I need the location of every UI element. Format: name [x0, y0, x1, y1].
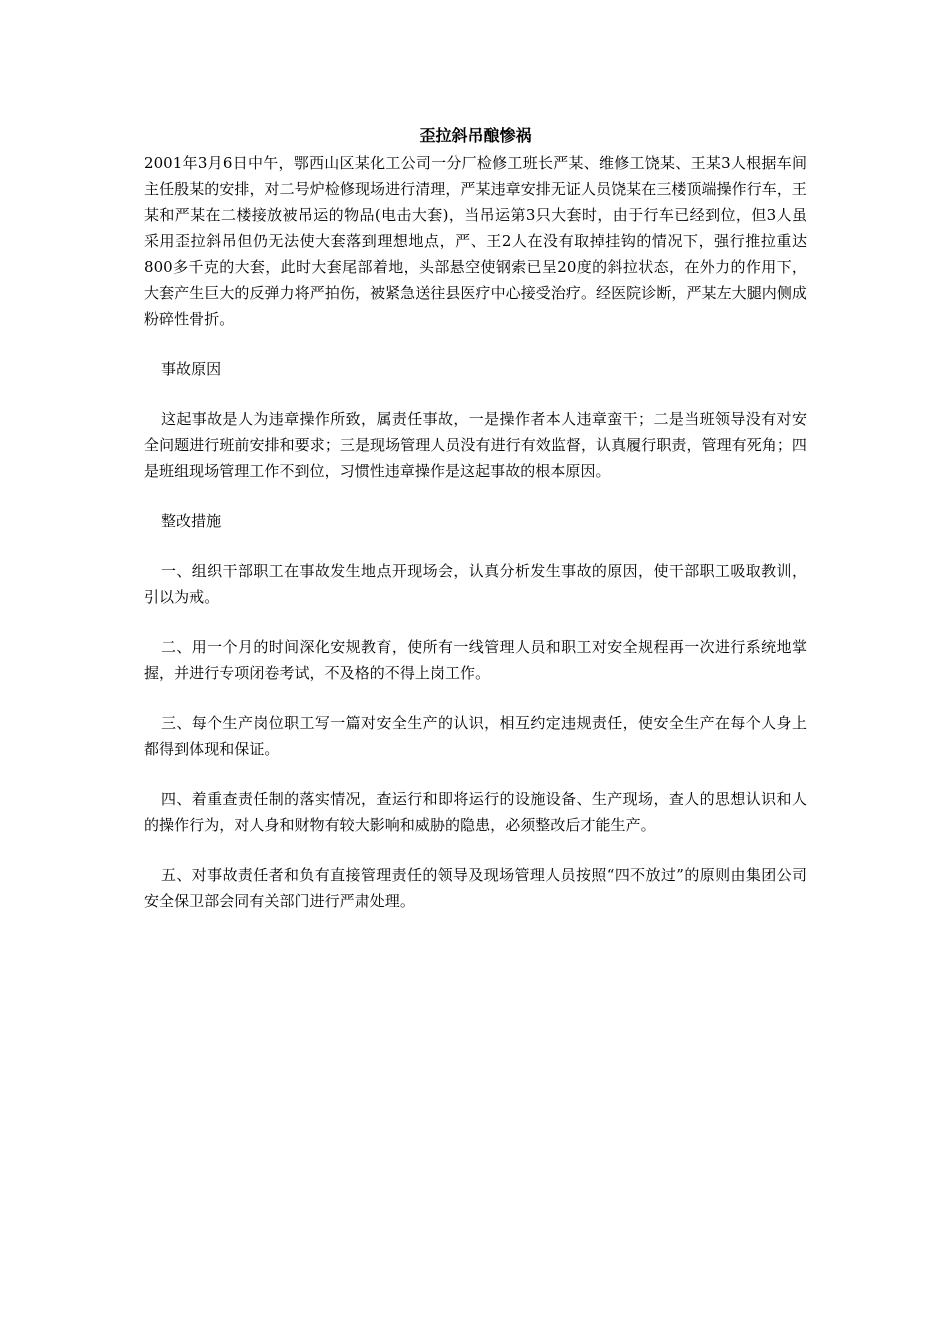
- paragraph-gap: [144, 332, 807, 356]
- document-page: [144, 124, 807, 914]
- measure-item-5: 五、对事故责任者和负有直接管理责任的领导及现场管理人员按照“四不放过”的原则由集团公司安全保卫部会同有关部门进行严肃处理。: [144, 866, 807, 910]
- measure-item-4: 四、着重查责任制的落实情况，查运行和即将运行的设施设备、生产现场，查人的思想认识和人的操作行为，对人身和财物有较大影响和威胁的隐患，必须整改后才能生产。: [144, 790, 807, 834]
- cause-paragraph: 这起事故是人为违章操作所致，属责任事故，一是操作者本人违章蛮干；二是当班领导没有对安全问题进行班前安排和要求；三是现场管理人员没有进行有效监督，认真履行职责，管理有死角；四是班组现场管理工作不到位，习惯性违章操作是这起事故的根本原因。: [144, 410, 807, 480]
- cause-heading: 事故原因: [161, 360, 222, 378]
- paragraph-gap: [144, 686, 807, 710]
- paragraph-gap: [144, 610, 807, 634]
- paragraph-gap: [144, 762, 807, 786]
- paragraph-gap: [144, 484, 807, 508]
- measure-item-3: 三、每个生产岗位职工写一篇对安全生产的认识，相互约定违规责任，使安全生产在每个人身上都得到体现和保证。: [144, 714, 807, 758]
- document-title: 歪拉斜吊酿惨祸: [419, 126, 532, 145]
- paragraph-gap: [144, 838, 807, 862]
- paragraph-gap: [144, 534, 807, 558]
- measure-item-1: 一、组织干部职工在事故发生地点开现场会，认真分析发生事故的原因，使干部职工吸取教训，引以为戒。: [144, 562, 807, 606]
- paragraph-gap: [144, 382, 807, 406]
- intro-paragraph: 2001年3月6日中午，鄂西山区某化工公司一分厂检修工班长严某、维修工饶某、王某3人根据车间主任殷某的安排，对二号炉检修现场进行清理，严某违章安排无证人员饶某在三楼顶端操作行车，王某和严某在二楼接放被吊运的物品(电击大套)，当吊运第3只大套时，由于行车已经到位，但3人虽采用歪拉斜吊但仍无法使大套落到理想地点，严、王2人在没有取掉挂钩的情况下，强行推拉重达800多千克的大套，此时大套尾部着地，头部悬空使钢索已呈20度的斜拉状态，在外力的作用下，大套产生巨大的反弹力将严拍伤，被紧急送往县医疗中心接受治疗。经医院诊断，严某左大腿内侧成粉碎性骨折。: [144, 154, 807, 328]
- measures-heading: 整改措施: [161, 512, 222, 530]
- measure-item-2: 二、用一个月的时间深化安规教育，使所有一线管理人员和职工对安全规程再一次进行系统地掌握，并进行专项闭卷考试，不及格的不得上岗工作。: [144, 638, 807, 682]
